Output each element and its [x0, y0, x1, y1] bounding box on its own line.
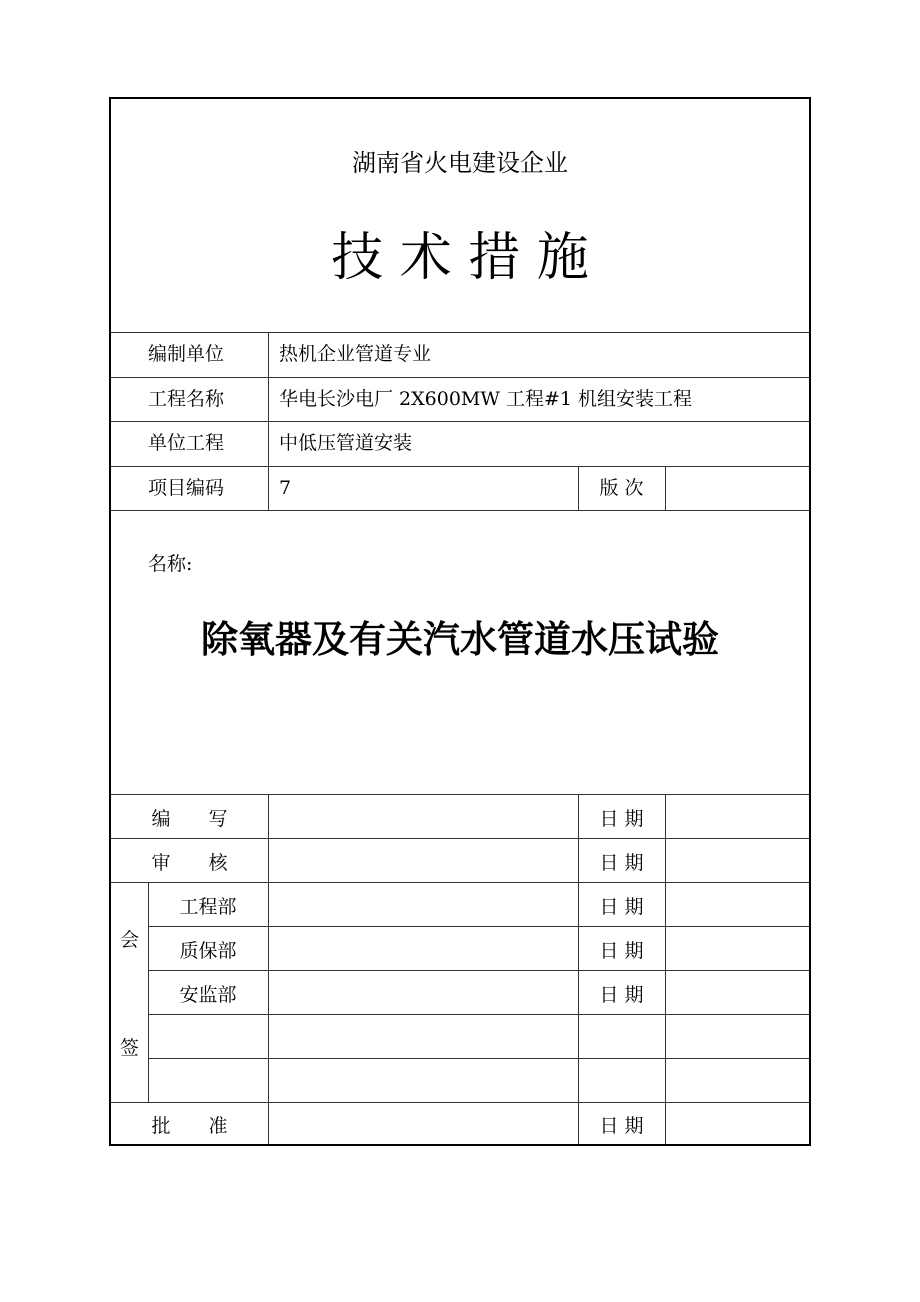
row-divider: [111, 838, 809, 839]
row-divider: [111, 1102, 809, 1103]
item-code-value: 7: [279, 477, 292, 499]
unit-label: 编制单位: [148, 343, 225, 365]
document-type-title: 技 术 措 施: [331, 228, 589, 288]
document-form: [109, 97, 811, 1146]
countersign-label-top: 会: [120, 929, 140, 951]
item-code-label: 项目编码: [148, 477, 225, 499]
column-divider: [268, 794, 269, 1144]
name-label: 名称:: [148, 553, 193, 575]
engineering-dept-label: 工程部: [179, 896, 237, 918]
row-divider: [111, 882, 809, 883]
write-label: 编 写: [151, 808, 228, 830]
row-divider: [111, 510, 809, 511]
date-label: 日 期: [599, 984, 644, 1006]
row-divider: [148, 1058, 809, 1059]
date-label: 日 期: [599, 940, 644, 962]
safety-dept-label: 安监部: [179, 984, 237, 1006]
row-divider: [111, 421, 809, 422]
date-label: 日 期: [599, 1115, 644, 1137]
row-divider: [111, 332, 809, 333]
measure-title: 除氧器及有关汽水管道水压试验: [201, 617, 719, 661]
sub-project-value: 中低压管道安装: [279, 432, 413, 454]
version-label: 版 次: [599, 477, 644, 499]
quality-dept-label: 质保部: [179, 940, 237, 962]
row-divider: [111, 794, 809, 795]
column-divider: [665, 466, 666, 510]
company-name: 湖南省火电建设企业: [352, 149, 568, 177]
row-divider: [148, 1014, 809, 1015]
project-label: 工程名称: [148, 388, 225, 410]
row-divider: [111, 377, 809, 378]
review-label: 审 核: [151, 852, 228, 874]
sub-project-label: 单位工程: [148, 432, 225, 454]
column-divider: [268, 332, 269, 510]
column-divider: [578, 794, 579, 1144]
unit-value: 热机企业管道专业: [279, 343, 432, 365]
row-divider: [148, 926, 809, 927]
date-label: 日 期: [599, 808, 644, 830]
project-value: 华电长沙电厂 2X600MW 工程#1 机组安装工程: [279, 388, 692, 410]
date-label: 日 期: [599, 896, 644, 918]
row-divider: [148, 970, 809, 971]
approve-label: 批 准: [151, 1115, 228, 1137]
countersign-label-bottom: 签: [120, 1037, 140, 1059]
date-label: 日 期: [599, 852, 644, 874]
row-divider: [111, 466, 809, 467]
column-divider: [665, 794, 666, 1144]
